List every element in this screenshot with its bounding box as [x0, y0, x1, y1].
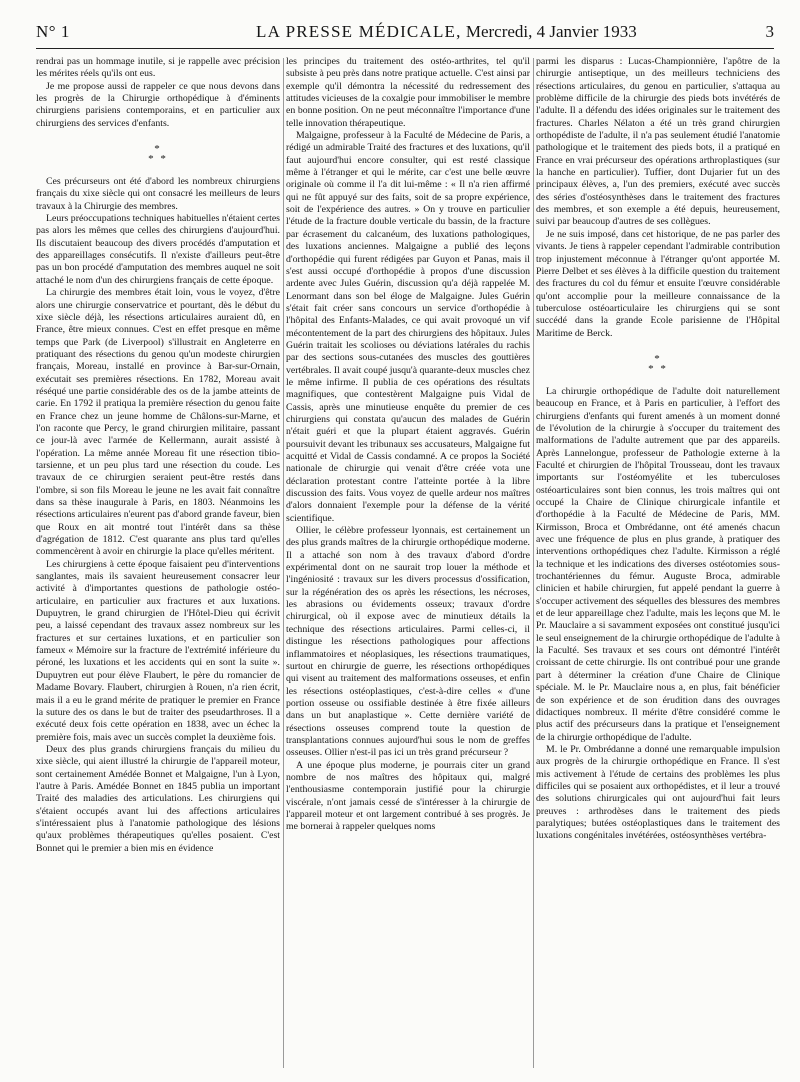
text-column-2	[286, 56, 530, 1072]
page-number: 3	[765, 22, 774, 41]
section-separator	[36, 144, 280, 164]
column-divider	[283, 58, 284, 1068]
text-column-3	[536, 56, 780, 1072]
header-rule	[36, 48, 774, 49]
paragraph: Leurs préoccupations techniques habituelles n'étaient certes pas alors les mêmes que celles des chirurgiens d'aujourd'hui. Ils discutaient beaucoup des divers procédés d'amputation et des appareillages consécutifs. Il n'existe d'ailleurs peut-être pas un bon procédé d'amputation des membres auquel ne soit attaché le nom d'un des chirurgiens français de cette époque.	[36, 213, 280, 286]
masthead-line	[256, 22, 637, 42]
paragraph: parmi les disparus : Lucas-Championnière, l'apôtre de la chirurgie antiseptique, un des meilleurs techniciens des résections articulaires, du genou en particulier, s'attaqua au problème difficile de la chirurgie des pieds bots invétérés de l'adulte. Il a défendu des idées originales sur le traitement des fractures. Charles Nélaton a été un très grand chirurgien orthopédiste de l'adulte, il n'a pas seulement étudié l'anatomie pathologique et le traitement des pieds bots, il a pratiqué en France en vrai précurseur des opérations arthroplastiques (sur la hanche en particulier). Tuffier, dont Dujarier fut un des principaux élèves, a, l'un des premiers, exécuté avec succès des séries d'ostéosynthèses dans le traitement des fractures des membres, et son exemple a été depuis, heureusement, suivi par beaucoup d'autres de ses collègues.	[536, 56, 780, 228]
paragraph: Malgaigne, professeur à la Faculté de Médecine de Paris, a rédigé un admirable Traité des fractures et des luxations, qu'il faut aujourd'hui encore consulter, qui est resté classique même à l'étranger et qui le mérite, car c'est une belle œuvre originale où comme il l'a dit lui-même : « Il n'a rien affirmé qui ne fût appuyé sur des faits, soit de sa propre expérience, soit de l'expérience des autres. » On y trouve en particulier l'étude de la fracture double verticale du bassin, de la fracture par écrasement du calcanéum, des luxations pathologiques, des luxations anciennes. Malgaigne a publié des leçons d'orthopédie qui furent rédigées par Guyon et Panas, mais il s'est aussi occupé d'orthopédie à propos d'une discussion ardente avec Jules Guérin, discussion qu'a déjà rappelée M. Lenormant dans son bel éloge de Malgaigne. Jules Guérin s'était fait créer sans concours un service d'orthopédie à l'hôpital des Enfants-Malades, ce qui avait provoqué un vif mécontentement de la part des chirurgiens des hôpitaux. Jules Guérin traitait les scolioses ou déviations latérales du rachis par des sections sous-cutanées des muscles des gouttières vertébrales. Il avait coupé jusqu'à quarante-deux muscles chez le même infirme. Il publia de ces opérations des résultats magnifiques, que contestèrent Malgaigne puis Vidal de Cassis, après une minutieuse enquête du premier de ces chirurgiens qui constata qu'aucun des malades de Guérin n'était guéri et que la plupart étaient aggravés. Guérin poursuivit devant les tribunaux ses accusateurs, Malgaigne fut acquitté et Vidal de Cassis condamné. A ce propos la Société nationale de chirurgie qui venait d'être créée vota une déclaration protestant contre l'atteinte portée à la libre discussion des faits. Vous voyez de quelle ardeur nos maîtres d'alors donnaient l'exemple pour la défense de la vérité scientifique.	[286, 130, 530, 524]
paragraph: rendrai pas un hommage inutile, si je rappelle avec précision les mérites réels qu'ils ont eus.	[36, 56, 280, 80]
paragraph: Ces précurseurs ont été d'abord les nombreux chirurgiens français du xixe siècle qui ont consacré les meilleurs de leurs travaux à la Chirurgie des membres.	[36, 176, 280, 212]
issue-number: N° 1	[36, 22, 70, 41]
section-separator	[536, 354, 780, 374]
issue-date: Mercredi, 4 Janvier 1933	[465, 22, 637, 41]
paragraph: Les chirurgiens à cette époque faisaient peu d'interventions sanglantes, mais ils savaient heureusement consacrer leur activité à d'importantes questions de pathologie ostéo-articulaire, en particulier aux fractures et aux luxations. Dupuytren, le grand chirurgien de l'Hôtel-Dieu qui écrivit peu, a laissé cependant des travaux assez nombreux sur les fractures et sur certaines luxations, et en particulier son fameux « Mémoire sur la fracture de l'extrémité inférieure du péroné, les luxations et les accidents qui en sont la suite ». Dupuytren eut pour élève Flaubert, le père du romancier de Madame Bovary. Flaubert, chirurgien à Rouen, n'a rien écrit, mais il a eu le grand mérite de pratiquer le premier en France la suture des os dans le but de traiter des pseudarthroses. Il a exécuté deux fois cette opération en 1838, avec un échec la première fois, mais avec un succès complet la deuxième fois.	[36, 558, 280, 743]
asterisk: *	[154, 143, 162, 156]
publication-name: LA PRESSE MÉDICALE,	[256, 22, 462, 41]
page-header	[36, 20, 774, 46]
column-divider	[533, 58, 534, 1068]
paragraph: La chirurgie orthopédique de l'adulte doit naturellement beaucoup en France, et à Paris en particulier, à l'effort des chirurgiens d'enfants qui furent amenés à un moment donné de l'évolution de la chirurgie à s'occuper du traitement des malformations de l'adulte autrement que par des appareils. Après Lannelongue, professeur de Pathologie externe à la Faculté et chirurgien de l'hôpital Trousseau, dont les travaux importants sur l'ostéomyélite et les tuberculoses ostéoarticulaires sont bien connus, les trois maîtres qui ont occupé la Chaire de Clinique chirurgicale infantile et d'orthopédie à la Faculté de Médecine de Paris, MM. Kirmisson, Broca et Ombrédanne, ont été amenés chacun avec une fréquence de plus en plus grande, à pratiquer des interventions orthopédiques chez l'adulte. Kirmisson a réglé la technique et les indications des diverses ostéotomies sous-trochantériennes du fémur. Auguste Broca, admirable clinicien et habile chirurgien, fut appelé pendant la guerre à s'occuper activement des séquelles des blessures des membres et de leur appareillage chez l'adulte, mais les leçons que M. le Pr. Mauclaire a si savamment exposées ont constitué jusqu'ici le seul enseignement de la chirurgie orthopédique de l'adulte à la Faculté. Ses travaux et ses cours ont démontré l'intérêt croissant de cette chirurgie. Ils ont contribué pour une grande part à déterminer la création d'une Chaire de Clinique spéciale. M. le Pr. Mauclaire nous a, en plus, fait bénéficier de son expérience et de son érudition dans des ouvrages didactiques nombreux. Il mérite d'être considéré comme le plus actif des précurseurs dans la pratique et l'enseignement de la chirurgie orthopédique de l'adulte.	[536, 385, 780, 743]
paragraph: M. le Pr. Ombrédanne a donné une remarquable impulsion aux progrès de la chirurgie orthopédique en France. Il s'est mis activement à l'étude de certains des problèmes les plus difficiles qui se posaient aux orthopédistes, et il leur a trouvé des solutions chirurgicales qui ont aujourd'hui fait leurs preuves : arthrodèses dans le traitement des pieds paralytiques; butées ostéoplastiques dans le traitement des luxations congénitales invétérées, ostéosynthèses vertébra-	[536, 743, 780, 842]
paragraph: A une époque plus moderne, je pourrais citer un grand nombre de nos maîtres des hôpitaux qui, malgré l'enthousiasme contemporain justifié pour la chirurgie viscérale, n'ont jamais cessé de s'intéresser à la chirurgie de l'appareil moteur et ont largement contribué à ses progrès. Je me bornerai à rappeler quelques noms	[286, 759, 530, 833]
asterisk-pair: * *	[148, 153, 168, 166]
paragraph: La chirurgie des membres était loin, vous le voyez, d'être alors une chirurgie conservatrice et pourtant, dès le début du xixe siècle déjà, les résections articulaires auraient dû, en France, être mieux connues. C'est en effet presque en même temps que Park (de Liverpool) s'illustrait en Angleterre en pratiquant des résections du genou qu'un modeste chirurgien français, Moreau, installé en province à Bar-sur-Ornain, exécutait ses premières résections. En 1782, Moreau avait réséqué une partie considérable des os de la jambe atteints de carie. En 1792 il pratiqua la première résection du genou faite en France chez un jeune homme de Châlons-sur-Marne, et l'on raconte que Percy, le grand chirurgien militaire, passant ce jour-là avec l'armée de Kellermann, aurait assisté à l'opération. La même année Moreau fit une résection tibio-tarsienne, et un peu plus tard une résection du coude. Les travaux de ce chirurgien seraient peut-être restés dans l'ombre, si son fils Moreau le jeune ne les avait fait connaître dans sa thèse inaugurale à Paris, en 1803. Néanmoins les résections articulaires n'eurent pas d'abord grande faveur, bien que Roux en ait montré tout l'intérêt dans sa thèse d'agrégation de 1812. C'est quarante ans plus tard qu'elles commencèrent à avoir en chirurgie la place qu'elles méritent.	[36, 287, 280, 558]
paragraph: Je me propose aussi de rappeler ce que nous devons dans les progrès de la Chirurgie orthopédique à d'éminents chirurgiens parisiens contemporains, et en particulier aux chirurgiens des services d'enfants.	[36, 80, 280, 129]
text-column-1	[36, 56, 280, 1072]
paragraph: Deux des plus grands chirurgiens français du milieu du xixe siècle, qui aient illustré la chirurgie de l'appareil moteur, sont certainement Amédée Bonnet et Malgaigne, l'un à Lyon, l'autre à Paris. Amédée Bonnet en 1845 publia un important Traité des maladies des articulations. Les chirurgiens qui s'étaient occupés avant lui des affections articulaires s'intéressaient plus à l'anatomie pathologique des lésions qu'aux problèmes thérapeutiques qu'elles posaient. C'est Bonnet qui le premier a bien mis en évidence	[36, 743, 280, 854]
asterisk: *	[654, 352, 662, 365]
asterisk-pair: * *	[648, 362, 668, 375]
paragraph: Je ne suis imposé, dans cet historique, de ne pas parler des vivants. Je tiens à rappeler cependant l'admirable contribution trop injustement méconnue à l'étranger qu'ont apportée M. Pierre Delbet et ses élèves à la difficile question du traitement des fractures du col du fémur et ensuite l'œuvre considérable qu'ont accomplie pour la meilleure connaissance de la tuberculose ostéoarticulaire les chirurgiens qui se sont succédé dans la grande Ecole parisienne de l'Hôpital Maritime de Berck.	[536, 228, 780, 339]
paragraph: Ollier, le célèbre professeur lyonnais, est certainement un des plus grands maîtres de la chirurgie orthopédique moderne. Il a attaché son nom à des travaux d'abord d'ordre expérimental dont on ne saurait trop louer la méthode et l'ingéniosité : travaux sur les divers processus d'ossification, sur la régénération des os après les résections, les nécroses, les abrasions ou évidements osseux; travaux d'ordre chirurgical, où il expose avec de minutieux détails la technique des résections articulaires. Parmi celles-ci, il distingue les résections pathologiques pour affections inflammatoires et néoplasiques, les résections traumatiques, surtout en chirurgie de guerre, les résections orthopédiques qui visent au traitement des malformations osseuses, et enfin les résections ostéoplastiques, c'est-à-dire celles « d'une portion osseuse ou ossifiable destinée à être fixée ailleurs dans un but anaplastique ». Cette dernière variété de résections osseuses comprend toute la question de transplantations connues aujourd'hui sous le nom de greffes osseuses. Ollier n'est-il pas ici un très grand précurseur ?	[286, 525, 530, 759]
paragraph: les principes du traitement des ostéo-arthrites, tel qu'il subsiste à peu près dans notre pratique actuelle. C'est ainsi par exemple qu'il démontra la nécessité du redressement des attitudes vicieuses de la coxalgie pour immobiliser le membre en bonne position. On ne peut méconnaître l'importance d'une telle innovation thérapeutique.	[286, 56, 530, 129]
